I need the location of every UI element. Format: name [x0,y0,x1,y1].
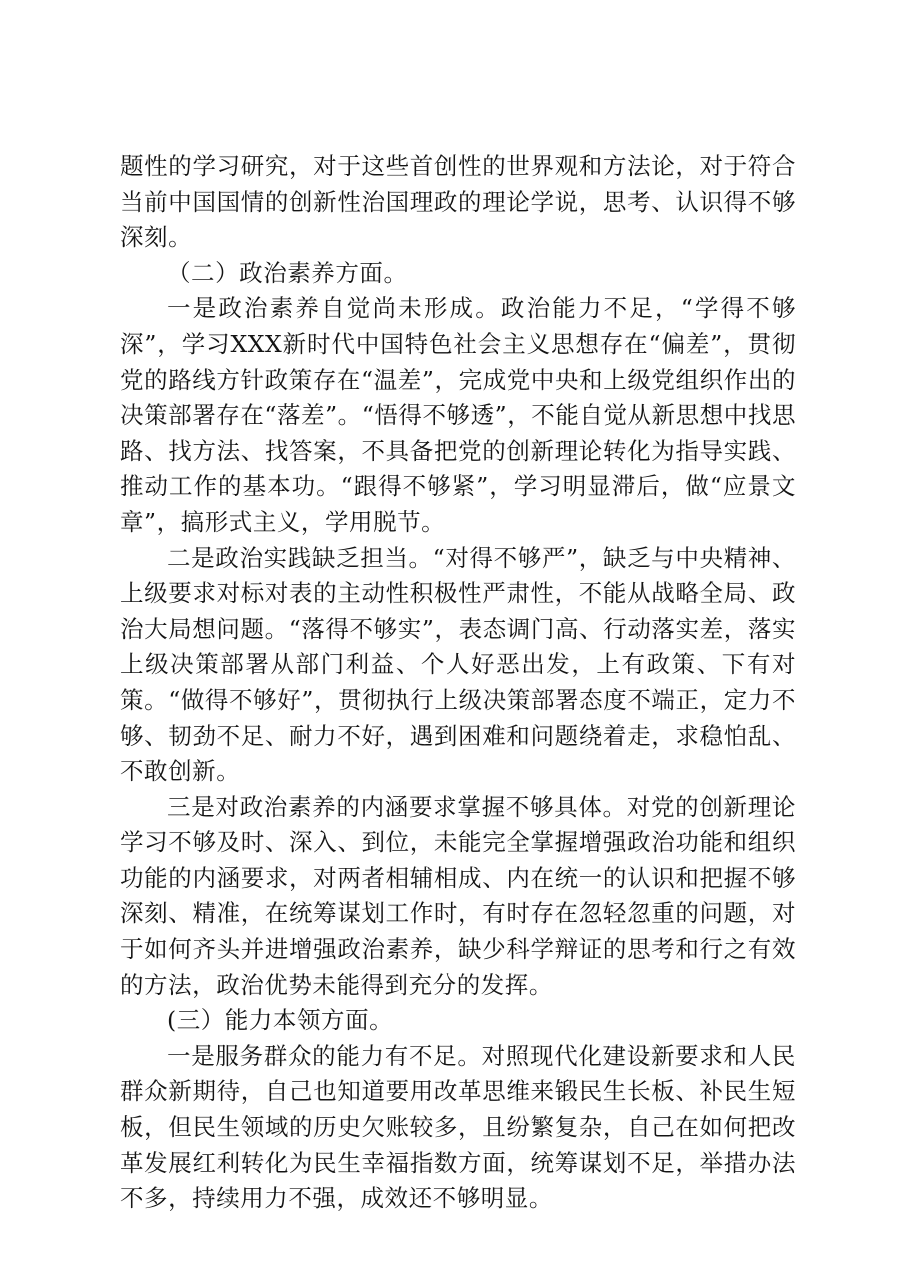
paragraph-political-practice: 二是政治实践缺乏担当。“对得不够严”，缺乏与中央精神、上级要求对标对表的主动性积极性严肃性，不能从战略全局、政治大局想问题。“落得不够实”，表态调门高、行动落实差，落实上级决策部署从部门利益、个人好恶出发，上有政策、下有对策。“做得不够好”，贯彻执行上级决策部署态度不端正，定力不够、韧劲不足、耐力不好，遇到困难和问题绕着走，求稳怕乱、不敢创新。 [120,543,796,786]
paragraph-continuation: 题性的学习研究，对于这些首创性的世界观和方法论，对于符合当前中国国情的创新性治国理政的理论学说，思考、认识得不够深刻。 [120,152,796,252]
document-page [120,149,796,1217]
paragraph-political-connotation: 三是对政治素养的内涵要求掌握不够具体。对党的创新理论学习不够及时、深入、到位，未能完全掌握增强政治功能和组织功能的内涵要求，对两者相辅相成、内在统一的认识和把握不够深刻、精准，在统筹谋划工作时，有时存在忽轻忽重的问题，对于如何齐头并进增强政治素养，缺少科学辩证的思考和行之有效的方法，政治优势未能得到充分的发挥。 [120,792,796,999]
paragraph-political-awareness: 一是政治素养自觉尚未形成。政治能力不足，“学得不够深”，学习XXX新时代中国特色社会主义思想存在“偏差”，贯彻党的路线方针政策存在“温差”，完成党中央和上级党组织作出的决策部署存在“落差”。“悟得不够透”，不能自觉从新思想中找思路、找方法、找答案，不具备把党的创新理论转化为指导实践、推动工作的基本功。“跟得不够紧”，学习明显滞后，做“应景文章”，搞形式主义，学用脱节。 [120,294,796,536]
paragraph-serving-masses: 一是服务群众的能力有不足。对照现代化建设新要求和人民群众新期待，自己也知道要用改革思维来锻民生长板、补民生短板，但民生领域的历史欠账较多，且纷繁复杂，自己在如何把改革发展红利转化为民生幸福指数方面，统筹谋划不足，举措办法不多，持续用力不强，成效还不够明显。 [120,1041,796,1213]
section-heading-ability: (三）能力本领方面。 [167,1006,394,1035]
section-heading-political-quality: （二）政治素养方面。 [167,258,408,287]
